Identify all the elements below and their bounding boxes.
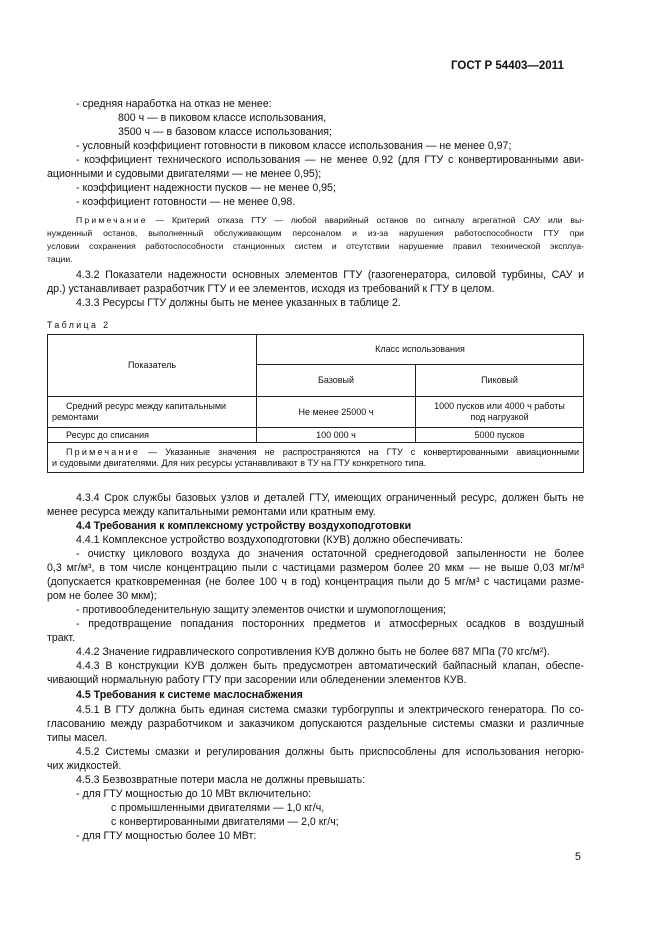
paragraph-line: - предотвращение попадания посторонних предметов и атмосферных осадков в воздушный <box>76 618 584 630</box>
cell-text: Средний ресурс между капитальными <box>66 401 227 411</box>
paragraph-line: (допускается кратковременная (не более 100 ч в год) концентрация пыли до 5 мг/м³ с частицами разме- <box>47 576 584 588</box>
list-item: - для ГТУ мощностью более 10 МВт: <box>76 830 257 842</box>
cell-text: ремонтами <box>52 412 99 422</box>
resource-table <box>47 334 584 473</box>
paragraph-line: гласованию между разработчиком и заказчиком допускаются раздельные системы смазки и различные <box>47 718 584 730</box>
note-line: условии сохранения работоспособности станционных систем и отсутствии нарушение правил технической эксплуа- <box>47 241 584 251</box>
page-number: 5 <box>575 851 581 863</box>
document-code: ГОСТ Р 54403—2011 <box>451 60 564 72</box>
table-caption: Таблица 2 <box>47 320 111 330</box>
note-text: — Критерий отказа ГТУ — любой аварийный останов по сигналу агрегатной САУ или вы- <box>147 215 584 225</box>
table-cell-name <box>48 397 257 428</box>
table-row <box>48 397 584 428</box>
paragraph-line: 4.5.3 Безвозвратные потери масла не должны превышать: <box>76 774 366 786</box>
paragraph-line: чих жидкостей. <box>47 760 122 772</box>
paragraph-line: 4.3.4 Срок службы базовых узлов и деталей ГТУ, имеющих ограниченный ресурс, должен быть не <box>76 492 584 504</box>
paragraph-line: 4.4.1 Комплексное устройство воздухоподготовки (КУВ) должно обеспечивать: <box>76 534 463 546</box>
paragraph-line: чивающий нормальную работу ГТУ при засорении или обледенении элементов КУВ. <box>47 674 467 686</box>
note-line: тации. <box>47 254 73 264</box>
list-item: - средняя наработка на отказ не менее: <box>76 98 272 110</box>
table-cell-base: Не менее 25000 ч <box>257 397 416 428</box>
paragraph-line: менее ресурса между капитальными ремонтами или кратным ему. <box>47 506 376 518</box>
cell-text: 1000 пусков или 4000 ч работы <box>434 401 565 411</box>
list-item-continuation: ационными и судовыми двигателями — не менее 0,95); <box>47 168 322 180</box>
table-header-indicator: Показатель <box>48 335 257 397</box>
table-cell-peak <box>416 397 584 428</box>
note-line: нужденный останов, выполненный обслуживающим персоналом и из-за нарушения работоспособности ГТУ при <box>47 228 584 238</box>
section-title: 4.5 Требования к системе маслоснабжения <box>76 689 303 701</box>
paragraph-line: 4.3.3 Ресурсы ГТУ должны быть не менее указанных в таблице 2. <box>76 297 401 309</box>
paragraph-line: 4.4.2 Значение гидравлического сопротивления КУВ должно быть не более 687 МПа (70 кгс/м²). <box>76 646 550 658</box>
table-note-line <box>52 447 579 458</box>
paragraph-line: - очистку циклового воздуха до значения остаточной среднегодовой запыленности не более <box>76 548 584 560</box>
list-subitem: с конвертированными двигателями — 2,0 кг/ч; <box>111 816 339 828</box>
table-header-base: Базовый <box>257 365 416 397</box>
list-subitem: 3500 ч — в базовом классе использования; <box>118 126 332 138</box>
paragraph-line: - противообледенительную защиту элементов очистки и шумопоглощения; <box>76 604 447 616</box>
paragraph-line: 4.4.3 В конструкции КУВ должен быть предусмотрен автоматический байпасный клапан, обеспе- <box>76 660 584 672</box>
list-item: - коэффициент надежности пусков — не менее 0,95; <box>76 182 336 194</box>
paragraph-line: тракт. <box>47 632 76 644</box>
table-note <box>48 443 584 473</box>
table-row <box>48 428 584 443</box>
paragraph-line: типы масел. <box>47 732 108 744</box>
note-line <box>76 214 584 226</box>
list-item: - для ГТУ мощностью до 10 МВт включительно: <box>76 788 312 800</box>
table-cell-name: Ресурс до списания <box>48 428 257 443</box>
table-cell-peak: 5000 пусков <box>416 428 584 443</box>
list-item: - условный коэффициент готовности в пиковом классе использования — не менее 0,97; <box>76 140 512 152</box>
list-subitem: с промышленными двигателями — 1,0 кг/ч, <box>111 802 325 814</box>
list-item: - коэффициент готовности — не менее 0,98. <box>76 196 296 208</box>
table-cell-base: 100 000 ч <box>257 428 416 443</box>
table-note-label: Примечание <box>66 446 141 457</box>
table-header-class: Класс использования <box>257 335 584 365</box>
table-note-line: и судовыми двигателями. Для них ресурсы устанавливают в ТУ на ГТУ конкретного типа. <box>52 457 427 468</box>
section-title: 4.4 Требования к комплексному устройству воздухоподготовки <box>76 520 412 532</box>
paragraph-line: 4.5.2 Системы смазки и регулирования должны быть приспособлены для использования негорю- <box>76 746 584 758</box>
table-note-text: — Указанные значения не распространяются на ГТУ с конвертированными авиационными <box>140 446 579 457</box>
paragraph-line: 4.3.2 Показатели надежности основных элементов ГТУ (газогенератора, силовой турбины, САУ и <box>76 269 584 281</box>
paragraph-line: др.) устанавливает разработчик ГТУ и ее элементов, исходя из требований к ГТУ в целом. <box>47 283 495 295</box>
note-label: Примечание <box>76 215 148 225</box>
paragraph-line: 4.5.1 В ГТУ должна быть единая система смазки турбогруппы и электрического генератора. По со- <box>76 704 584 716</box>
table-header-peak: Пиковый <box>416 365 584 397</box>
paragraph-line: ром не более 30 мкм); <box>47 590 157 602</box>
list-item: - коэффициент технического использования — не менее 0,92 (для ГТУ с конвертированными ави- <box>76 154 584 166</box>
list-subitem: 800 ч — в пиковом классе использования, <box>118 112 327 124</box>
cell-text: под нагрузкой <box>470 412 529 422</box>
paragraph-line: 0,3 мг/м³, в том числе концентрацию пыли с частицами размером более 20 мкм — не выше 0,03 мг/м³ <box>47 562 584 574</box>
table-note-row <box>48 443 584 473</box>
